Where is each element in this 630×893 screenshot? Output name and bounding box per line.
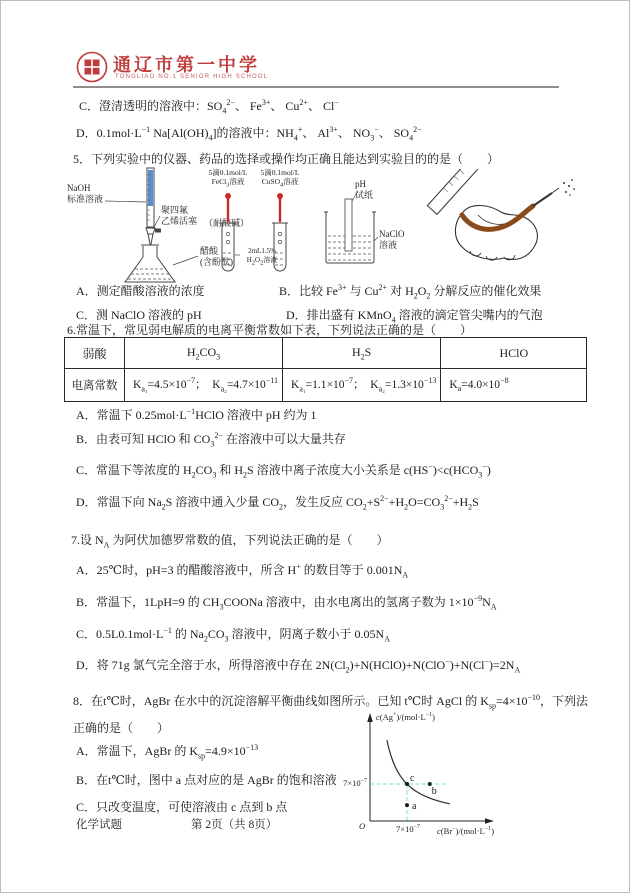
label-ptfe-stopcock: 聚四氟 乙烯活塞 xyxy=(161,205,198,227)
table-cell-h2s: $H_2S$ xyxy=(283,338,441,369)
label-acetic-acid-phenolphthalein: 醋酸 (含酚酞) xyxy=(200,246,233,268)
q5-option-c: C．测 NaClO 溶液的 pH xyxy=(76,308,202,322)
q4-option-d: D．$0.1mol\cdot L^{-1}$ $Na[Al(OH)_4]$的溶液中：$NH_4^+$、 $Al^{3+}$、 $NO_3^-$、 $SO_4^{2-}$ xyxy=(76,125,422,143)
q7-option-c: C．$0.5L0.1mol\cdot L^{-1}$ 的 $Na_2CO_3$ 溶液中，阴离子数小于 $0.05N_A$ xyxy=(76,626,390,644)
school-name: 通辽市第一中学 xyxy=(113,55,260,75)
q7-option-d: D．将 71g 氯气完全溶于水，所得溶液中存在 $2N(Cl_2)+N(HClO)+N(ClO^-)+N(Cl^-)=2N_A$ xyxy=(76,657,521,675)
q6-option-d: D．常温下向 $Na_2S$ 溶液中通入少量 $CO_2$，发生反应 $CO_2+S^{2-}+H_2O=CO_3^{2-}+H_2S$ xyxy=(76,494,479,512)
footer-page-number: 第 2页（共 8页） xyxy=(191,819,278,831)
table-cell-row-label: 电离常数 xyxy=(65,369,125,402)
table-cell-weak-acid: 弱酸 xyxy=(65,338,125,369)
label-naoh-standard: NaOH 标准溶液 xyxy=(67,183,104,205)
q8-option-a: A．常温下，AgBr 的 $K_{sp}=4.9\times 10^{-13}$ xyxy=(76,743,259,761)
q6-option-a: A．常温下 $0.25mol\cdot L^{-1}HClO$ 溶液中 pH 约为 1 xyxy=(76,407,317,422)
school-subtitle: TONGLIAO NO.1 SENIOR HIGH SCHOOL xyxy=(115,74,269,80)
hand-burette-drawing xyxy=(414,169,584,269)
q5-option-d: D．排出盛有 KMnO$_4$ 溶液的滴定管尖嘴内的气泡 xyxy=(286,308,543,325)
chart-x-tick-label: $7\times 10^{-7}$ xyxy=(396,823,420,834)
table-cell-hclo: HClO xyxy=(441,338,587,369)
ksp-chart xyxy=(339,709,617,861)
chart-origin-label: O xyxy=(359,821,366,831)
table-cell-h2co3: $H_2CO_3$ xyxy=(125,338,283,369)
table-header-row xyxy=(65,338,587,369)
q8-stem-line1: 8．在t℃时，AgBr 在水中的沉淀溶解平衡曲线如图所示。已知 t℃时 AgCl 的 $K_{sp}=4\times 10^{-10}$，下列法 xyxy=(73,693,589,711)
q7-option-a: A．25℃时，pH=3 的醋酸溶液中，所含 H+ 的数目等于 $0.001N_A$ xyxy=(76,562,409,580)
q5-stem: 5．下列实验中的仪器、药品的选择或操作均正确且能达到实验目的的是（ ） xyxy=(73,152,500,166)
footer-doc-label: 化学试题 xyxy=(76,819,122,831)
q5-figure-test-tubes xyxy=(199,167,329,289)
q7-stem: 7.设 $N_A$ 为阿伏加德罗常数的值，下列说法正确的是（ ） xyxy=(71,533,389,550)
chart-y-tick-label: $7\times 10^{-7}$ xyxy=(343,777,367,788)
svg-text:a: a xyxy=(412,801,417,813)
table-cell-hclo-ka: $K_a=4.0\times 10^{-8}$ xyxy=(441,369,587,402)
ionization-constants-table xyxy=(64,337,587,402)
label-acid-alkali-resistant: （耐酸碱） xyxy=(204,218,250,228)
school-seal-icon xyxy=(74,49,110,85)
header-divider xyxy=(73,86,559,88)
q8-option-b: B．在t℃时，图中 a 点对应的是 AgBr 的饱和溶液 xyxy=(76,773,337,787)
q4-option-c: C．澄清透明的溶液中：$SO_4^{2-}$、 $Fe^{3+}$、 $Cu^{2+}$、 Cl− xyxy=(79,98,339,116)
q5-option-a: A．测定醋酸溶液的浓度 xyxy=(76,284,205,298)
label-fecl3-drops: 5滴0.1mol/L FeCl$_3$溶液 xyxy=(208,168,248,189)
label-cuso4-drops: 5滴0.1mol/L CuSO$_4$溶液 xyxy=(260,168,300,189)
q8-stem-line2: 正确的是（ ） xyxy=(73,721,170,735)
svg-text:c: c xyxy=(410,773,415,784)
q8-option-c: C．只改变温度，可使溶液由 c 点到 b 点 xyxy=(76,800,288,814)
q7-option-b: B．常温下，1LpH=9 的 $CH_3COONa$ 溶液中，由水电离出的氢离子数为 $1\times 10^{-9}N_A$ xyxy=(76,594,497,612)
q5-option-b: B．比较 $Fe^{3+}$ 与 $Cu^{2+}$ 对 $H_2O_2$ 分解反应的催化效果 xyxy=(279,283,542,301)
table-cell-h2s-ka: $K_{a_1}=1.1\times 10^{-7}$； $K_{a_2}=1.3\times 10^{-13}$ xyxy=(283,369,441,402)
chart-y-axis-label: $c(Ag^+)/(mol\cdot L^{-1})$ xyxy=(376,711,435,722)
q6-option-c: C．常温下等浓度的 $H_2CO_3$ 和 $H_2S$ 溶液中离子浓度大小关系是 $c(HS^-)<c(HCO_3^-)$ xyxy=(76,462,491,480)
ksp-chart-svg xyxy=(339,709,617,861)
svg-text:b: b xyxy=(431,786,437,797)
label-h2o2-solution: 2mL1.5% $H_2O_2$溶液 xyxy=(246,247,278,267)
table-cell-h2co3-ka: $K_{a_1}=4.5\times 10^{-7}$； $K_{a_2}=4.7\times 10^{-11}$ xyxy=(125,369,283,402)
q5-figure-hand-burette xyxy=(414,169,584,269)
q6-stem: 6.常温下，常见弱电解质的电离平衡常数如下表，下列说法正确的是（ ） xyxy=(67,323,473,337)
table-value-row xyxy=(65,369,587,402)
label-ph-paper: pH 试纸 xyxy=(355,179,374,201)
chart-x-axis-label: $c(Br^-)/(mol\cdot L^{-1})$ xyxy=(437,825,495,836)
q6-option-b: B．由表可知 HClO 和 $CO_3^{2-}$ 在溶液中可以大量共存 xyxy=(76,431,346,449)
label-naclo-solution: NaClO 溶液 xyxy=(379,229,405,251)
